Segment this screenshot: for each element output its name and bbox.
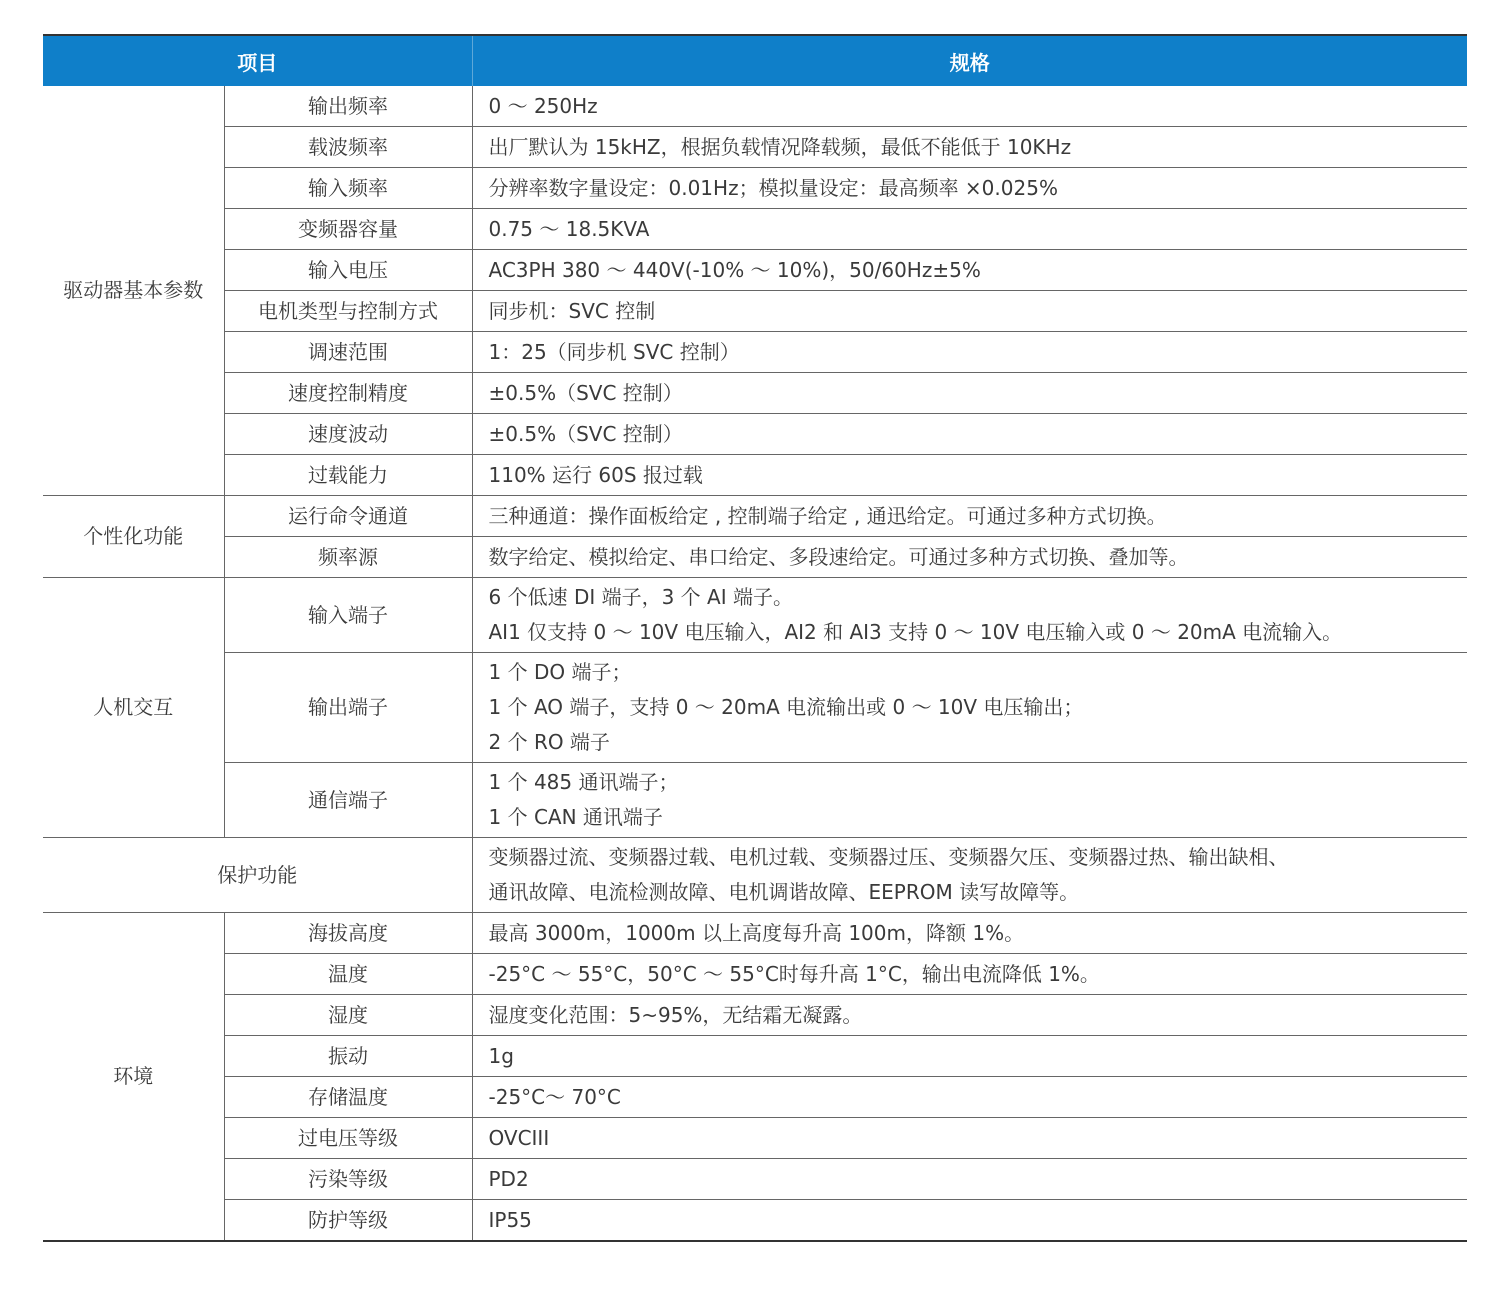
table-row [43, 653, 1467, 763]
item-cell: 防护等级 [224, 1200, 472, 1242]
spec-value-cell [472, 1159, 1467, 1200]
spec-value-cell [472, 373, 1467, 414]
table-header [43, 35, 1467, 86]
category-cell: 驱动器基本参数 [43, 86, 224, 496]
category-cell: 人机交互 [43, 578, 224, 838]
spec-value-cell [472, 127, 1467, 168]
spec-value-line: 6 个低速 DI 端子，3 个 AI 端子。 [488, 585, 793, 609]
table-row [43, 250, 1467, 291]
item-cell: 湿度 [224, 995, 472, 1036]
item-cell: 电机类型与控制方式 [224, 291, 472, 332]
spec-value-cell [472, 496, 1467, 537]
spec-value-line: 通讯故障、电流检测故障、电机调谐故障、EEPROM 读写故障等。 [488, 880, 1080, 904]
spec-value-line: 1 个 485 通讯端子； [488, 770, 679, 794]
spec-value-line: 1 个 DO 端子； [488, 660, 632, 684]
item-cell: 载波频率 [224, 127, 472, 168]
spec-value-line: ±0.5%（SVC 控制） [488, 421, 683, 446]
spec-value-line: 同步机：SVC 控制 [488, 298, 656, 323]
spec-value-line: 变频器过流、变频器过载、电机过载、变频器过压、变频器欠压、变频器过热、输出缺相、 [488, 845, 1289, 869]
spec-value-cell [472, 1200, 1467, 1242]
spec-value-cell [472, 250, 1467, 291]
item-cell: 存储温度 [224, 1077, 472, 1118]
spec-value-cell [472, 653, 1467, 763]
table-row [43, 332, 1467, 373]
table-row [43, 1200, 1467, 1242]
item-cell: 变频器容量 [224, 209, 472, 250]
table-row [43, 1077, 1467, 1118]
spec-value-line: IP55 [488, 1207, 532, 1232]
spec-value-line: 2 个 RO 端子 [488, 730, 610, 754]
item-cell: 过电压等级 [224, 1118, 472, 1159]
table-row [43, 414, 1467, 455]
spec-value-line: -25°C ～ 55°C，50°C ～ 55°C时每升高 1°C，输出电流降低 1%。 [488, 961, 1100, 986]
spec-value-cell [472, 414, 1467, 455]
spec-value-cell [472, 291, 1467, 332]
header-item: 项目 [43, 35, 472, 86]
spec-value-cell [472, 1077, 1467, 1118]
table-row [43, 168, 1467, 209]
spec-value-line: OVCIII [488, 1125, 550, 1150]
spec-value-line: 1：25（同步机 SVC 控制） [488, 339, 740, 364]
item-cell: 输入端子 [224, 578, 472, 653]
item-cell: 速度控制精度 [224, 373, 472, 414]
item-cell: 过载能力 [224, 455, 472, 496]
item-cell: 通信端子 [224, 763, 472, 838]
spec-value-cell [472, 1118, 1467, 1159]
spec-value-cell [472, 954, 1467, 995]
spec-value-cell [472, 86, 1467, 127]
table-row [43, 1159, 1467, 1200]
spec-value-line: 1 个 AO 端子，支持 0 ～ 20mA 电流输出或 0 ～ 10V 电压输出； [488, 695, 1084, 719]
spec-value-line: AC3PH 380 ～ 440V(-10% ～ 10%)，50/60Hz±5% [488, 257, 981, 282]
spec-value-line: PD2 [488, 1166, 529, 1191]
table-body [43, 86, 1467, 1241]
category-cell: 环境 [43, 913, 224, 1242]
spec-value-line: 0.75 ～ 18.5KVA [488, 216, 650, 241]
table-row [43, 209, 1467, 250]
item-cell: 振动 [224, 1036, 472, 1077]
spec-value-cell [472, 455, 1467, 496]
item-cell: 温度 [224, 954, 472, 995]
spec-table [43, 34, 1467, 1242]
spec-value-line: 1 个 CAN 通讯端子 [488, 805, 663, 829]
table-row [43, 913, 1467, 954]
item-cell: 污染等级 [224, 1159, 472, 1200]
table-row [43, 763, 1467, 838]
spec-value-cell [472, 537, 1467, 578]
spec-value-line: 出厂默认为 15kHZ，根据负载情况降载频，最低不能低于 10KHz [488, 134, 1072, 159]
item-cell: 输入频率 [224, 168, 472, 209]
spec-value-cell [472, 995, 1467, 1036]
item-cell: 频率源 [224, 537, 472, 578]
header-spec: 规格 [472, 35, 1467, 86]
item-cell: 输出端子 [224, 653, 472, 763]
spec-value-line: 三种通道：操作面板给定 , 控制端子给定 , 通迅给定。可通过多种方式切换。 [488, 503, 1167, 528]
table-row [43, 838, 1467, 913]
spec-value-line: 0 ～ 250Hz [488, 93, 598, 118]
table-row [43, 578, 1467, 653]
spec-value-cell [472, 1036, 1467, 1077]
spec-value-cell [472, 168, 1467, 209]
spec-value-line: 110% 运行 60S 报过载 [488, 462, 703, 487]
spec-value-line: 数字给定、模拟给定、串口给定、多段速给定。可通过多种方式切换、叠加等。 [488, 544, 1189, 569]
table-row [43, 1118, 1467, 1159]
item-cell: 海拔高度 [224, 913, 472, 954]
spec-value-cell [472, 763, 1467, 838]
table-row [43, 537, 1467, 578]
table-row [43, 127, 1467, 168]
spec-value-cell [472, 838, 1467, 913]
table-row [43, 496, 1467, 537]
item-cell: 调速范围 [224, 332, 472, 373]
item-cell: 速度波动 [224, 414, 472, 455]
table-row [43, 455, 1467, 496]
spec-value-cell [472, 209, 1467, 250]
spec-value-line: AI1 仅支持 0 ～ 10V 电压输入，AI2 和 AI3 支持 0 ～ 10V 电压输入或 0 ～ 20mA 电流输入。 [488, 620, 1343, 644]
table-row [43, 291, 1467, 332]
spec-value-cell [472, 332, 1467, 373]
spec-value-line: 1g [488, 1043, 514, 1068]
table-row [43, 1036, 1467, 1077]
category-cell: 个性化功能 [43, 496, 224, 578]
table-row [43, 86, 1467, 127]
spec-value-line: 湿度变化范围：5~95%，无结霜无凝露。 [488, 1002, 863, 1027]
spec-value-line: 分辨率数字量设定：0.01Hz；模拟量设定：最高频率 ×0.025% [488, 175, 1058, 200]
item-cell: 输出频率 [224, 86, 472, 127]
table-row [43, 373, 1467, 414]
table-row [43, 954, 1467, 995]
item-cell: 输入电压 [224, 250, 472, 291]
spec-value-line: -25°C～ 70°C [488, 1084, 621, 1109]
table-row [43, 995, 1467, 1036]
spec-value-cell [472, 913, 1467, 954]
spec-value-cell [472, 578, 1467, 653]
item-cell: 运行命令通道 [224, 496, 472, 537]
spec-value-line: 最高 3000m，1000m 以上高度每升高 100m，降额 1%。 [488, 920, 1025, 945]
spec-value-line: ±0.5%（SVC 控制） [488, 380, 683, 405]
category-cell: 保护功能 [43, 838, 472, 913]
